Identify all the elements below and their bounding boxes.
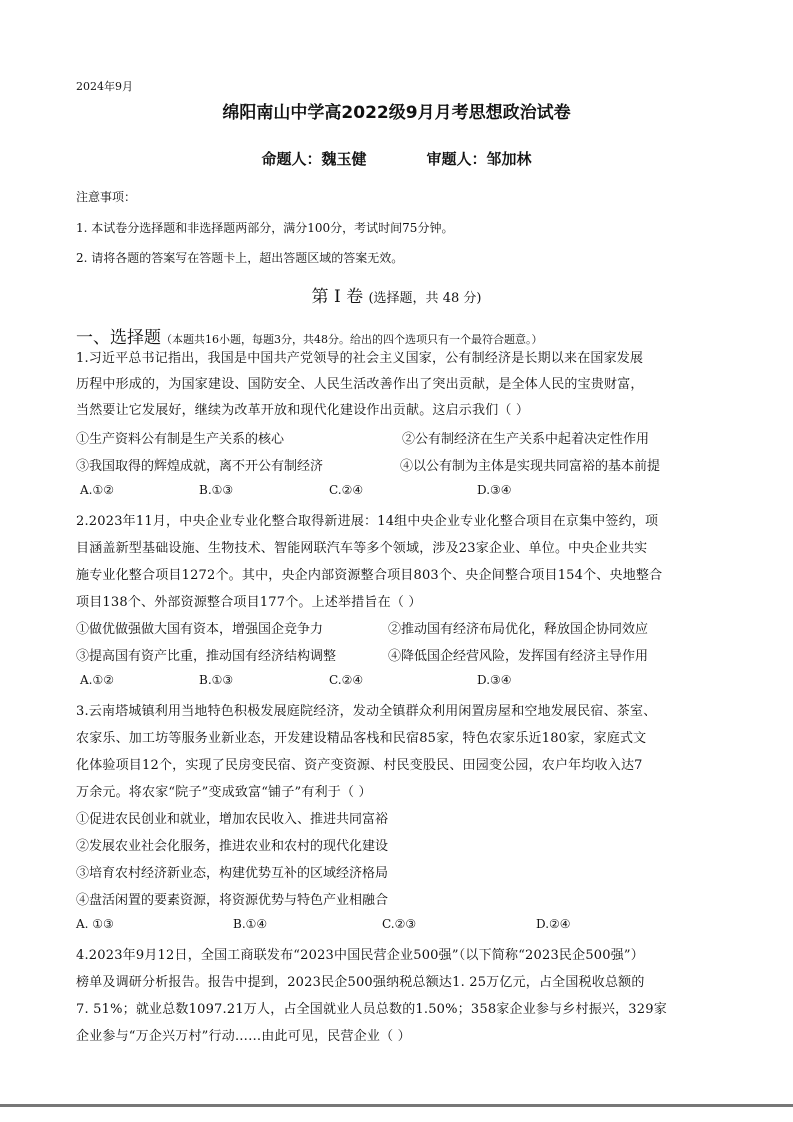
question-line: 农家乐、加工坊等服务业新业态，开发建设精品客栈和民宿85家，特色农家乐近180家，家庭式文: [76, 731, 647, 746]
statement-option: ③培育农村经济新业态，构建优势互补的区域经济格局: [76, 866, 389, 881]
answer-choice: A. ①③: [76, 917, 114, 931]
answer-choice: B.①③: [199, 483, 234, 497]
statement-option: ③提高国有资产比重，推动国有经济结构调整: [76, 649, 337, 664]
question-line: 7. 51%；就业总数1097.21万人，占全国就业人员总数的1.50%；358家企业参与乡村振兴，329家: [76, 1002, 667, 1017]
question-line: 项目138个、外部资源整合项目177个。上述举措旨在（ ）: [76, 595, 422, 610]
exam-date: 2024年9月: [76, 80, 133, 93]
section-heading: [0, 282, 793, 307]
part-heading: [76, 323, 543, 348]
question-line: 3.云南塔城镇利用当地特色积极发展庭院经济，发动全镇群众利用闲置房屋和空地发展民宿、茶室、: [76, 704, 657, 719]
statement-option: ①促进农民创业和就业，增加农民收入、推进共同富裕: [76, 812, 389, 827]
statement-option: ④以公有制为主体是实现共同富裕的基本前提: [400, 459, 661, 474]
section-subtitle: (选择题，共 48 分): [368, 291, 482, 306]
answer-choice: B.①③: [199, 673, 234, 687]
page-bottom-rule: [0, 1104, 793, 1107]
statement-option: ④盘活闲置的要素资源，将资源优势与特色产业相融合: [76, 893, 389, 908]
question-line: 历程中形成的，为国家建设、国防安全、人民生活改善作出了突出贡献，是全体人民的宝贵财富，: [76, 377, 644, 392]
question-line: 万余元。将农家“院子”变成致富“铺子”有利于（ ）: [76, 785, 372, 800]
author-line: [0, 148, 793, 169]
answer-choice: A.①②: [80, 483, 114, 497]
question-line: 施专业化整合项目1272个。其中，央企内部资源整合项目803个、央企间整合项目154个、央地整合: [76, 568, 663, 583]
answer-choice: C.②④: [329, 673, 364, 687]
answer-choice: C.②④: [329, 483, 364, 497]
statement-option: ②推动国有经济布局优化，释放国企协同效应: [388, 622, 649, 637]
author: 命题人：魏玉健: [261, 150, 367, 168]
question-line: 1.习近平总书记指出，我国是中国共产党领导的社会主义国家，公有制经济是长期以来在国家发展: [76, 351, 644, 366]
part-title: 一、选择题: [76, 328, 161, 348]
question-line: 目涵盖新型基础设施、生物技术、智能网联汽车等多个领域，涉及23家企业、单位。中央企业共实: [76, 541, 648, 556]
answer-choice: C.②③: [382, 917, 417, 931]
question-line: 4.2023年9月12日，全国工商联发布“2023中国民营企业500强”（以下简称“2023民企500强”）: [76, 948, 644, 963]
question-line: 当然要让它发展好，继续为改革开放和现代化建设作出贡献。这启示我们（ ）: [76, 403, 530, 418]
note-item: 2. 请将各题的答案写在答题卡上，超出答题区域的答案无效。: [76, 251, 404, 265]
part-instruction: （本题共16小题，每题3分，共48分。给出的四个选项只有一个最符合题意。）: [161, 333, 543, 346]
notes-label: 注意事项：: [76, 190, 137, 204]
statement-option: ②发展农业社会化服务，推进农业和农村的现代化建设: [76, 839, 389, 854]
statement-option: ④降低国企经营风险，发挥国有经济主导作用: [388, 649, 649, 664]
question-line: 化体验项目12个，实现了民房变民宿、资产变资源、村民变股民、田园变公园，农户年均收入达7: [76, 758, 643, 773]
question-line: 榜单及调研分析报告。报告中提到，2023民企500强纳税总额达1. 25万亿元，占全国税收总额的: [76, 975, 645, 990]
statement-option: ①做优做强做大国有资本，增强国企竞争力: [76, 622, 324, 637]
statement-option: ③我国取得的辉煌成就，离不开公有制经济: [76, 459, 324, 474]
question-line: 2.2023年11月，中央企业专业化整合取得新进展：14组中央企业专业化整合项目在京集中签约，项: [76, 514, 659, 529]
note-item: 1. 本试卷分选择题和非选择题两部分，满分100分，考试时间75分钟。: [76, 221, 454, 235]
question-line: 企业参与“万企兴万村”行动……由此可见，民营企业（ ）: [76, 1029, 411, 1044]
exam-title: 绵阳南山中学高2022级9月月考思想政治试卷: [222, 103, 571, 123]
reviewer: 审题人：邹加林: [426, 150, 532, 168]
answer-choice: D.③④: [477, 483, 512, 497]
answer-choice: A.①②: [80, 673, 114, 687]
statement-option: ②公有制经济在生产关系中起着决定性作用: [402, 432, 650, 447]
section-title: 第 I 卷: [311, 287, 364, 307]
answer-choice: D.②④: [536, 917, 571, 931]
answer-choice: D.③④: [477, 673, 512, 687]
statement-option: ①生产资料公有制是生产关系的核心: [76, 432, 285, 447]
answer-choice: B.①④: [233, 917, 268, 931]
